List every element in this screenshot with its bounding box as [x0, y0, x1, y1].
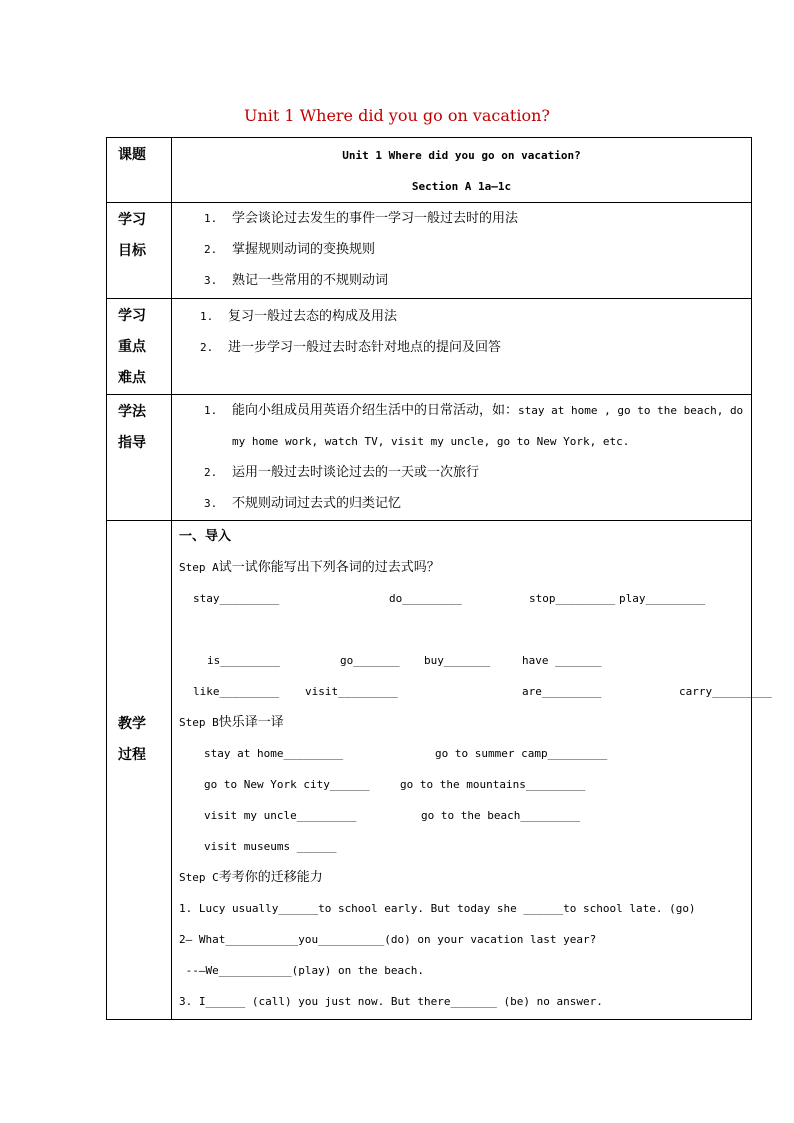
topic-content [172, 138, 752, 203]
method-text: 能向小组成员用英语介绍生活中的日常活动，如： [232, 403, 519, 418]
question-2-answer: --–We___________(play) on the beach. [179, 964, 425, 977]
method-number: 2. [204, 466, 218, 479]
method-number: 1. [204, 404, 218, 417]
step-c-heading [179, 862, 751, 893]
objectives-label [107, 203, 172, 299]
phrase-item: go to the beach_________ [421, 809, 580, 822]
topic-title: Unit 1 Where did you go on vacation? [342, 149, 581, 162]
step-a-heading [179, 552, 751, 583]
blank-word: carry_________ [679, 685, 772, 698]
method-row [107, 395, 752, 521]
blank-word: buy_______ [424, 654, 491, 667]
key-points-label-3: 难点 [118, 370, 146, 386]
step-b-row [179, 769, 751, 800]
step-b-prefix: Step B [179, 716, 219, 729]
objective-item [172, 265, 751, 296]
method-label-1: 学法 [118, 404, 146, 420]
key-point-item [172, 332, 751, 363]
method-text-en: stay at home , go to the beach, do [518, 404, 744, 417]
lesson-plan-table [106, 137, 772, 1020]
step-b-heading [179, 707, 751, 738]
key-points-row [107, 299, 752, 395]
step-c-prefix: Step C [179, 871, 219, 884]
method-label-2: 指导 [118, 435, 146, 451]
step-b-text: 快乐译一译 [218, 715, 284, 730]
objective-item [172, 203, 751, 234]
phrase-item: stay at home_________ [204, 747, 344, 760]
topic-row [107, 138, 752, 203]
method-label [107, 395, 172, 521]
step-a-row [179, 645, 751, 676]
step-a-row [179, 676, 772, 707]
objective-item [172, 234, 751, 265]
phrase-item: go to the mountains_________ [400, 778, 586, 791]
phrase-item: go to summer camp_________ [435, 747, 608, 760]
page-title: Unit 1 Where did you go on vacation? [244, 106, 550, 125]
key-points-label [107, 299, 172, 395]
method-text: 不规则动词过去式的归类记忆 [232, 496, 402, 511]
blank-word: are_________ [522, 685, 602, 698]
spacer [179, 614, 751, 645]
process-content [172, 521, 772, 1020]
step-a-text: 试一试你能写出下列各词的过去式吗？ [218, 560, 440, 575]
blank-word: play_________ [619, 592, 706, 605]
objective-text: 学会谈论过去发生的事件一学习一般过去时的用法 [232, 211, 519, 226]
blank-word: like_________ [193, 685, 280, 698]
method-number: 3. [204, 497, 218, 510]
objective-number: 1. [204, 212, 218, 225]
phrase-item: visit museums ______ [204, 840, 337, 853]
method-item [172, 395, 751, 426]
process-label-2: 过程 [118, 747, 146, 763]
key-point-text: 复习一般过去态的构成及用法 [228, 309, 398, 324]
method-item [172, 457, 751, 488]
section-heading: 一、导入 [179, 529, 232, 544]
step-a-prefix: Step A [179, 561, 219, 574]
method-item [172, 488, 751, 519]
objective-number: 2. [204, 243, 218, 256]
phrase-item: visit my uncle_________ [204, 809, 357, 822]
objectives-label-1: 学习 [118, 212, 146, 228]
blank-word: stay_________ [193, 592, 280, 605]
method-content [172, 395, 752, 521]
key-points-label-1: 学习 [118, 308, 146, 324]
question-1: 1. Lucy usually______to school early. But today she ______to school late. (go) [179, 902, 696, 915]
blank-word: have _______ [522, 654, 602, 667]
topic-label [107, 138, 172, 203]
process-label [107, 521, 172, 1020]
step-c-text: 考考你的迁移能力 [218, 870, 323, 885]
objective-text: 熟记一些常用的不规则动词 [232, 273, 389, 288]
step-b-row [179, 738, 751, 769]
key-point-number: 1. [200, 310, 214, 323]
blank-word: stop_________ [529, 592, 616, 605]
objectives-row [107, 203, 752, 299]
blank-word: go_______ [340, 654, 400, 667]
objective-text: 掌握规则动词的变换规则 [232, 242, 376, 257]
step-a-row [179, 583, 751, 614]
objectives-content [172, 203, 752, 299]
phrase-item: go to New York city______ [204, 778, 370, 791]
key-point-text: 进一步学习一般过去时态针对地点的提问及回答 [228, 340, 502, 355]
objectives-label-2: 目标 [118, 243, 146, 259]
topic-section: Section A 1a—1c [411, 180, 512, 193]
key-point-number: 2. [200, 341, 214, 354]
question-2: 2— What___________you__________(do) on your vacation last year? [179, 933, 597, 946]
key-points-label-2: 重点 [118, 339, 146, 355]
key-points-content [172, 299, 752, 395]
question-3: 3. I______ (call) you just now. But there_______ (be) no answer. [179, 995, 603, 1008]
topic-label-text: 课题 [118, 147, 146, 163]
method-item-continued: my home work, watch TV, visit my uncle, go to New York, etc. [232, 435, 630, 448]
process-label-1: 教学 [118, 716, 146, 732]
step-b-row [179, 831, 751, 862]
key-point-item [172, 301, 751, 332]
blank-word: visit_________ [305, 685, 398, 698]
process-row [107, 521, 752, 1020]
method-text: 运用一般过去时谈论过去的一天或一次旅行 [232, 465, 480, 480]
blank-word: is_________ [207, 654, 280, 667]
step-b-row [179, 800, 751, 831]
blank-word: do_________ [389, 592, 462, 605]
objective-number: 3. [204, 274, 218, 287]
